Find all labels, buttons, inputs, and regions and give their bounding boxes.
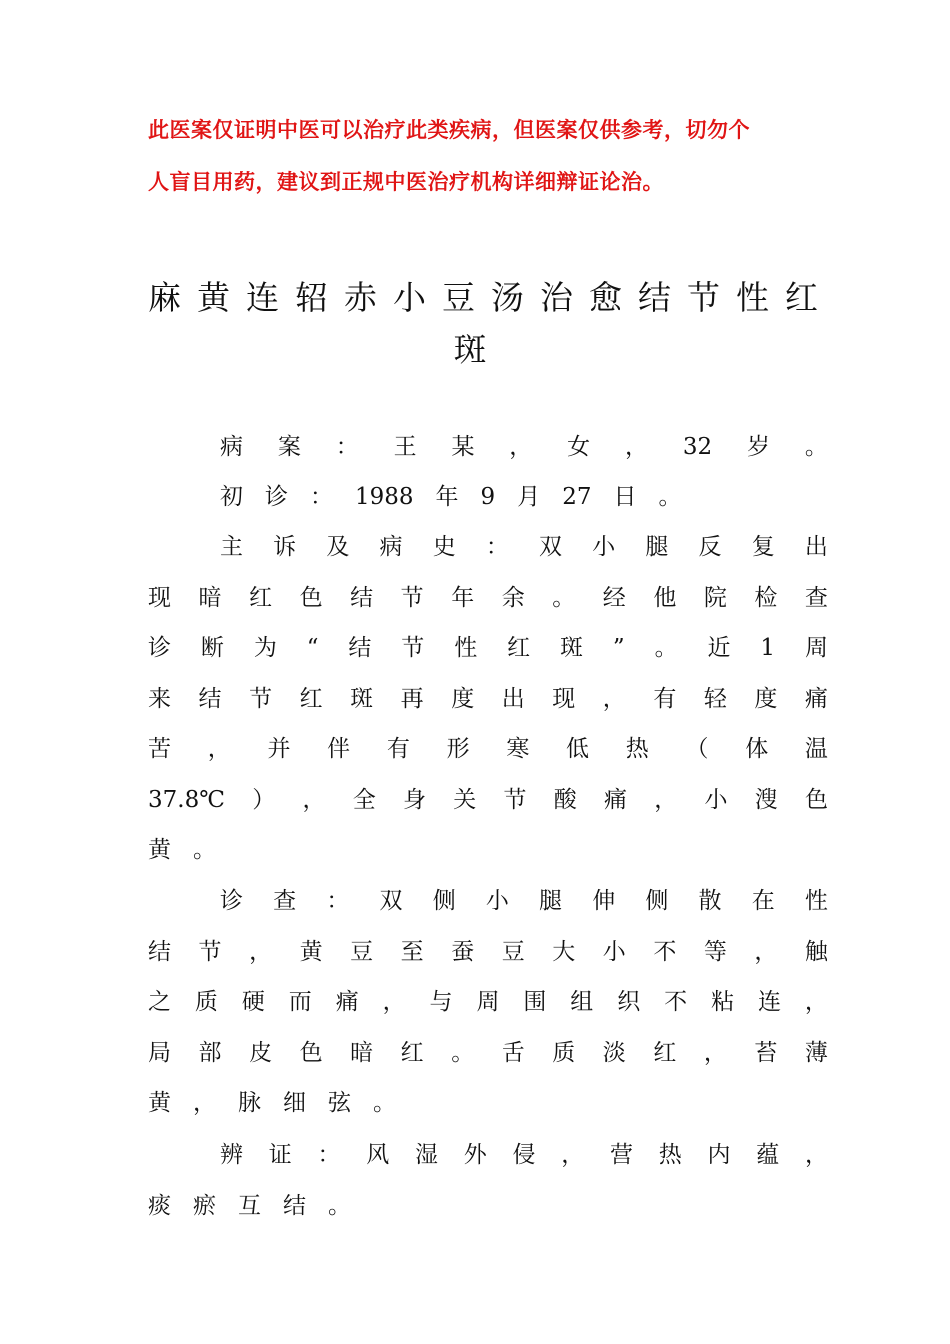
text-line xyxy=(148,724,828,775)
text-token: 暗 xyxy=(350,1039,374,1066)
text-token: 小 xyxy=(485,888,509,914)
text-token: 查 xyxy=(804,584,828,611)
text-token: 质 xyxy=(552,1039,576,1066)
text-token: 酸 xyxy=(553,786,577,813)
text-token: 溲 xyxy=(754,786,778,813)
text-token: 37.8℃ xyxy=(148,786,225,813)
text-token: ： xyxy=(326,888,350,914)
text-token: ） xyxy=(252,786,276,813)
text-token: ， xyxy=(602,685,626,712)
text-token: 复 xyxy=(751,534,775,560)
text-token: ： xyxy=(310,484,333,510)
text-token: 红 xyxy=(507,635,531,661)
text-token: 他 xyxy=(653,584,677,611)
text-token: 有 xyxy=(386,736,410,762)
text-token: 某 xyxy=(451,434,475,460)
text-token: ， xyxy=(703,1039,727,1066)
text-token: 温 xyxy=(804,736,828,762)
text-token: ， xyxy=(625,434,649,460)
text-token: ， xyxy=(382,989,406,1015)
text-line xyxy=(148,472,828,523)
text-token: 再 xyxy=(400,685,424,712)
text-token: 查 xyxy=(273,888,297,914)
text-token: 有 xyxy=(653,685,677,712)
text-token: 等 xyxy=(703,938,727,965)
text-token: 红 xyxy=(249,584,273,611)
text-token: 质 xyxy=(194,989,218,1015)
text-token: 互 xyxy=(238,1192,261,1219)
text-token: ， xyxy=(654,786,678,813)
text-token: 。 xyxy=(654,635,678,661)
text-token: 腿 xyxy=(539,888,563,914)
text-token: 而 xyxy=(288,989,312,1015)
text-token: 9 xyxy=(480,484,496,510)
text-token: ： xyxy=(317,1142,341,1168)
paragraph-exam xyxy=(148,876,828,1129)
text-line xyxy=(148,1181,828,1232)
text-token: 岁 xyxy=(747,434,771,460)
text-token: 与 xyxy=(429,989,453,1015)
text-token: 诉 xyxy=(273,534,297,560)
paragraph-case xyxy=(148,422,828,473)
text-token: 腿 xyxy=(645,534,669,560)
text-token: 。 xyxy=(373,1090,396,1116)
text-token: 热 xyxy=(625,736,649,762)
text-token: 性 xyxy=(804,888,828,914)
text-token: 苦 xyxy=(148,736,171,762)
text-token: 检 xyxy=(754,584,778,611)
text-token: 红 xyxy=(299,685,323,712)
text-token: 32 xyxy=(682,434,713,460)
text-token: 红 xyxy=(653,1039,677,1066)
title-line-1: 麻黄连轺赤小豆汤治愈结节性红 xyxy=(148,278,834,317)
text-token: 全 xyxy=(352,786,376,813)
text-line xyxy=(148,522,828,573)
text-token: 形 xyxy=(446,736,470,762)
text-token: 周 xyxy=(804,635,828,661)
text-line xyxy=(148,674,828,725)
text-token: 痛 xyxy=(804,685,828,712)
text-token: 不 xyxy=(653,938,677,965)
text-token: 豆 xyxy=(501,938,525,965)
text-token: 侧 xyxy=(432,888,456,914)
text-token: 不 xyxy=(664,989,688,1015)
text-token: 低 xyxy=(566,736,590,762)
text-line xyxy=(148,876,828,927)
text-token: 节 xyxy=(400,584,424,611)
text-line xyxy=(148,927,828,978)
text-token: 舌 xyxy=(501,1039,525,1066)
text-token: 案 xyxy=(277,434,301,460)
text-token: （ xyxy=(685,736,709,762)
text-token: ， xyxy=(193,1090,216,1116)
text-token: 。 xyxy=(451,1039,475,1066)
disclaimer-notice xyxy=(148,104,820,208)
text-token: 脉 xyxy=(238,1090,261,1116)
text-token: 色 xyxy=(299,1039,323,1066)
paragraph-first-visit xyxy=(148,472,828,523)
text-line xyxy=(148,1130,828,1181)
text-token: 辨 xyxy=(220,1142,243,1168)
text-token: 风 xyxy=(366,1142,390,1168)
text-token: ， xyxy=(207,736,231,762)
text-token: 院 xyxy=(703,584,727,611)
text-token: 局 xyxy=(148,1039,171,1066)
text-token: 粘 xyxy=(711,989,735,1015)
text-token: 余 xyxy=(501,584,525,611)
text-token: 细 xyxy=(283,1090,306,1116)
text-token: 结 xyxy=(198,685,222,712)
text-line xyxy=(148,573,828,624)
text-token: 证 xyxy=(268,1142,292,1168)
text-token: ” xyxy=(612,635,625,661)
text-token: “ xyxy=(306,635,319,661)
text-line xyxy=(148,623,828,674)
text-token: 诊 xyxy=(265,484,288,510)
text-token: 现 xyxy=(552,685,576,712)
text-token: 来 xyxy=(148,685,171,712)
disclaimer-line-2: 人盲目用药，建议到正规中医治疗机构详细辩证论治。 xyxy=(148,170,664,194)
text-token: 至 xyxy=(400,938,424,965)
text-token: 经 xyxy=(602,584,626,611)
text-token: 色 xyxy=(299,584,323,611)
text-token: 日 xyxy=(613,484,637,510)
text-token: 围 xyxy=(523,989,547,1015)
text-token: 皮 xyxy=(249,1039,273,1066)
text-token: 主 xyxy=(220,534,243,560)
text-token: 为 xyxy=(253,635,277,661)
text-token: 节 xyxy=(249,685,273,712)
text-token: 双 xyxy=(379,888,403,914)
text-token: 痛 xyxy=(335,989,359,1015)
text-token: 触 xyxy=(804,938,828,965)
text-token: 营 xyxy=(610,1142,633,1168)
text-token: 暗 xyxy=(198,584,222,611)
text-token: 组 xyxy=(570,989,594,1015)
text-token: 红 xyxy=(400,1039,424,1066)
text-token: 蕴 xyxy=(756,1142,780,1168)
text-token: 双 xyxy=(539,534,563,560)
text-token: 1 xyxy=(760,635,776,661)
text-token: 27 xyxy=(562,484,592,510)
text-token: 硬 xyxy=(241,989,265,1015)
text-token: 初 xyxy=(220,484,243,510)
document-title xyxy=(148,272,834,376)
text-token: 断 xyxy=(200,635,224,661)
text-token: 连 xyxy=(757,989,781,1015)
text-token: 斑 xyxy=(560,635,584,661)
text-token: 度 xyxy=(754,685,778,712)
text-token: 1988 xyxy=(355,484,414,510)
text-token: 年 xyxy=(435,484,459,510)
text-token: 年 xyxy=(451,584,475,611)
text-token: 小 xyxy=(602,938,626,965)
text-line xyxy=(148,825,828,876)
text-token: 结 xyxy=(350,584,374,611)
text-token: 病 xyxy=(379,534,403,560)
text-token: ， xyxy=(804,989,828,1015)
text-token: 王 xyxy=(393,434,417,460)
text-token: ， xyxy=(754,938,778,965)
text-token: 度 xyxy=(451,685,475,712)
text-token: 身 xyxy=(402,786,426,813)
text-token: 弦 xyxy=(328,1090,351,1116)
text-token: 并 xyxy=(267,736,291,762)
text-token: 侧 xyxy=(645,888,669,914)
text-token: 痰 xyxy=(148,1192,171,1219)
text-token: 色 xyxy=(804,786,828,813)
text-token: 豆 xyxy=(350,938,374,965)
text-token: 瘀 xyxy=(193,1192,216,1219)
text-token: 小 xyxy=(592,534,616,560)
text-line xyxy=(148,1028,828,1079)
text-token: 诊 xyxy=(148,635,171,661)
text-token: 大 xyxy=(552,938,576,965)
text-token: 痛 xyxy=(603,786,627,813)
text-token: 性 xyxy=(454,635,478,661)
text-token: 周 xyxy=(476,989,500,1015)
text-token: 体 xyxy=(745,736,769,762)
text-token: ， xyxy=(302,786,326,813)
text-token: 伴 xyxy=(327,736,351,762)
text-token: 反 xyxy=(698,534,722,560)
text-token: 黄 xyxy=(148,1090,171,1116)
text-token: 侵 xyxy=(512,1142,536,1168)
text-token: ， xyxy=(509,434,533,460)
text-token: 诊 xyxy=(220,888,243,914)
text-token: 部 xyxy=(198,1039,222,1066)
text-line xyxy=(148,977,828,1028)
text-token: 之 xyxy=(148,989,171,1015)
text-token: 结 xyxy=(348,635,372,661)
text-token: 斑 xyxy=(350,685,374,712)
text-line xyxy=(148,422,828,473)
text-token: 病 xyxy=(220,434,243,460)
text-token: 。 xyxy=(193,837,216,863)
disclaimer-line-1: 此医案仅证明中医可以治疗此类疾病，但医案仅供参考，切勿个 xyxy=(148,118,750,142)
paragraph-diagnosis xyxy=(148,1130,828,1231)
text-token: 在 xyxy=(751,888,775,914)
text-token: 黄 xyxy=(299,938,323,965)
text-token: 外 xyxy=(463,1142,487,1168)
text-token: ， xyxy=(561,1142,585,1168)
paragraph-history xyxy=(148,522,828,876)
text-token: 黄 xyxy=(148,837,171,863)
text-token: 关 xyxy=(453,786,477,813)
text-token: ， xyxy=(249,938,273,965)
text-token: 节 xyxy=(198,938,222,965)
text-token: 女 xyxy=(567,434,591,460)
text-token: 。 xyxy=(328,1192,351,1219)
text-token: 。 xyxy=(658,484,682,510)
text-token: 轻 xyxy=(703,685,727,712)
text-token: 出 xyxy=(501,685,525,712)
text-token: 史 xyxy=(432,534,456,560)
text-token: 蚕 xyxy=(451,938,475,965)
text-token: ： xyxy=(335,434,359,460)
text-token: 热 xyxy=(658,1142,682,1168)
text-token: 薄 xyxy=(804,1039,828,1066)
text-token: ： xyxy=(485,534,509,560)
text-token: 现 xyxy=(148,584,171,611)
text-line xyxy=(148,1078,828,1129)
text-token: 。 xyxy=(804,434,828,460)
text-token: 节 xyxy=(503,786,527,813)
title-line-2: 斑 xyxy=(453,330,503,369)
text-token: 寒 xyxy=(506,736,530,762)
text-token: 苔 xyxy=(754,1039,778,1066)
text-token: 。 xyxy=(552,584,576,611)
text-token: 月 xyxy=(517,484,541,510)
text-token: 节 xyxy=(401,635,425,661)
text-token: 织 xyxy=(617,989,641,1015)
text-token: ， xyxy=(805,1142,828,1168)
text-token: 伸 xyxy=(592,888,616,914)
text-token: 近 xyxy=(707,635,731,661)
text-token: 散 xyxy=(698,888,722,914)
text-token: 出 xyxy=(804,534,828,560)
text-token: 及 xyxy=(326,534,350,560)
text-token: 结 xyxy=(283,1192,306,1219)
text-token: 淡 xyxy=(602,1039,626,1066)
text-line xyxy=(148,775,828,826)
text-token: 湿 xyxy=(415,1142,438,1168)
text-token: 内 xyxy=(707,1142,731,1168)
text-token: 小 xyxy=(704,786,728,813)
text-token: 结 xyxy=(148,938,171,965)
